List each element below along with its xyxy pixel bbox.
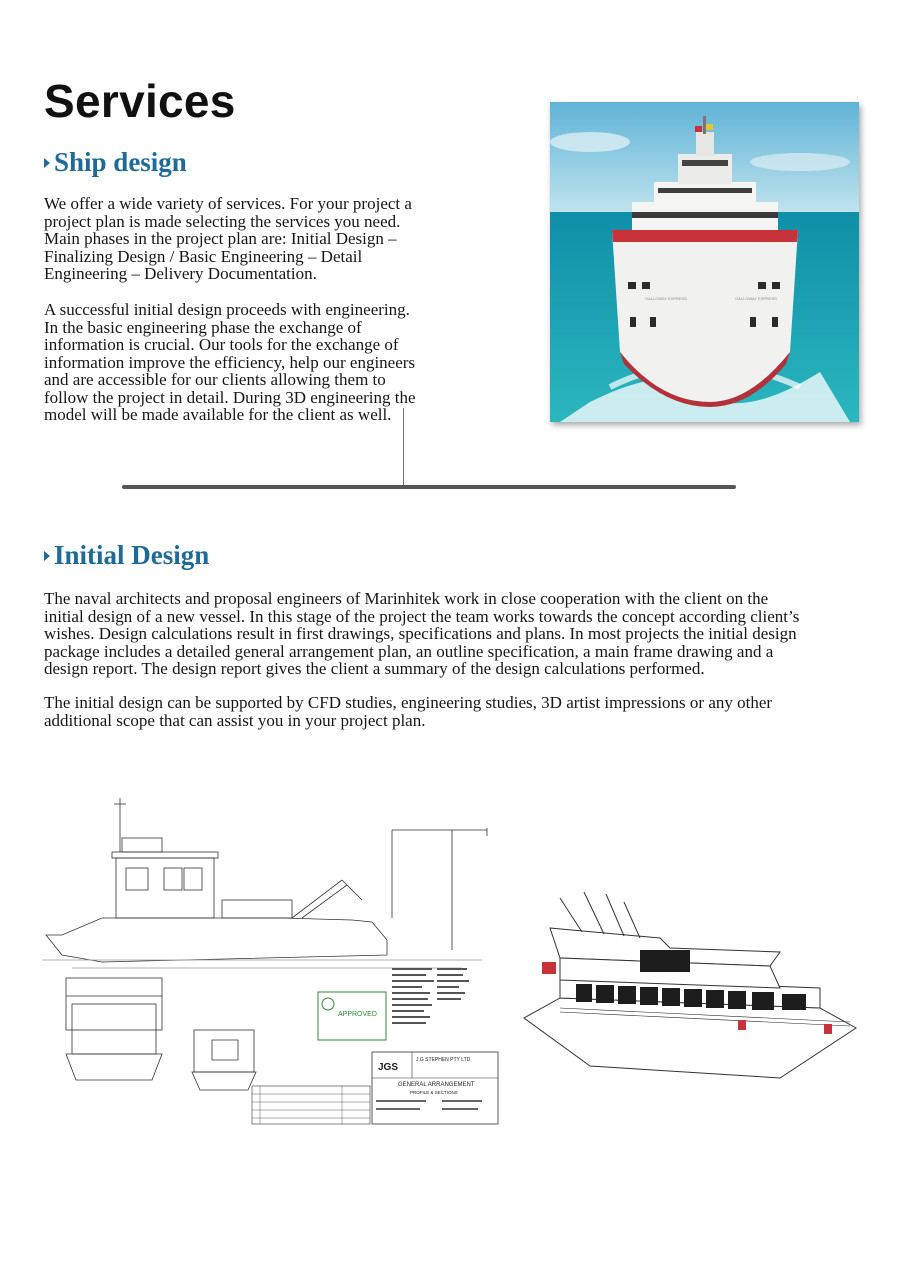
initial-design-paragraph-2: The initial design can be supported by CFD studies, engineering studies, 3D artist impressions or any other additional scope that can assist you in your project plan. [44, 693, 773, 730]
section-divider [122, 485, 736, 489]
ship-design-paragraph-1: We offer a wide variety of services. For your project a project plan is made selecting the services you need. Main phases in the project plan are: Initial Design – Finalizing Design / Basic Engineering – Detail Engineering – Delivery Documentation. [44, 194, 412, 283]
drawing-logo: JGS [378, 1062, 399, 1073]
triangle-bullet-icon [44, 158, 50, 168]
drawing-title: GENERAL ARRANGEMENT [398, 1082, 475, 1088]
general-arrangement-drawing [42, 790, 502, 1130]
initial-design-heading: Initial Design [44, 540, 209, 571]
ship-photo [550, 102, 859, 422]
page-title: Services [44, 75, 236, 127]
vessel-3d-render [520, 888, 860, 1088]
ship-design-paragraph-2: A successful initial design proceeds with engineering. In the basic engineering phase the exchange of information is crucial. Our tools for the exchange of information improve the efficiency, help our engineers and are accessible for our clients allowing them to follow the project in detail. During 3D engineering the model will be made available for the client as well. [44, 300, 416, 424]
ship-name-starboard: GALLOWAY EXPRESS [735, 296, 777, 301]
approved-stamp: APPROVED [338, 1011, 377, 1018]
divider-tick [403, 408, 404, 486]
drawing-company: J.G STEPHEN PTY LTD [416, 1057, 471, 1063]
drawing-subtitle: PROFILE & SECTIONS [410, 1090, 458, 1095]
initial-design-paragraph-1: The naval architects and proposal engineers of Marinhitek work in close cooperation with the client on the initial design of a new vessel. In this stage of the project the team works towards the concept according client’s wishes. Design calculations result in first drawings, specifications and plans. In most projects the initial design package includes a detailed general arrangement plan, an outline specification, a main frame drawing and a design report. The design report gives the client a summary of the design calculations performed. [44, 589, 800, 678]
ship-name-port: GALLOWAY EXPRESS [645, 296, 687, 301]
triangle-bullet-icon [44, 551, 50, 561]
ship-design-heading: Ship design [44, 147, 187, 178]
